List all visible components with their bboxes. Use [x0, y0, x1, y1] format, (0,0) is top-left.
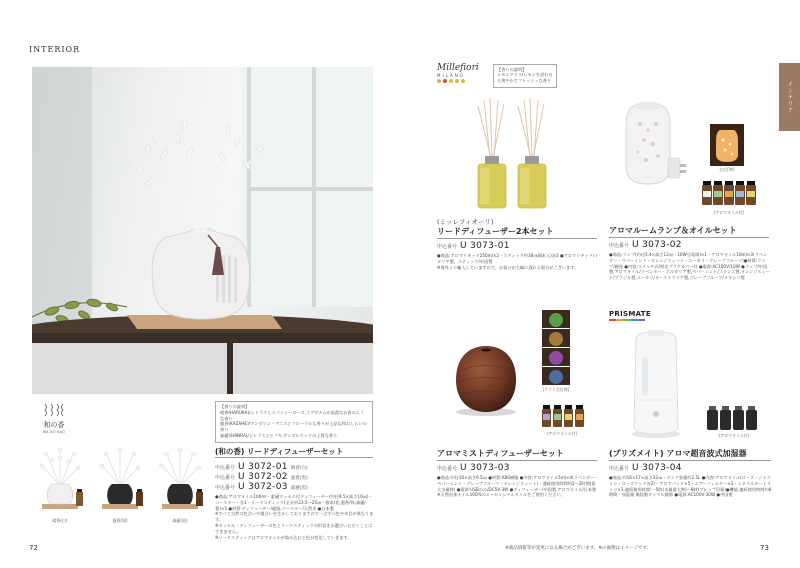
product-desc: ※タッセル・ディフューザーの色とリードスティックの形状をお選びいただくことはできません。 [215, 522, 373, 534]
side-tab [779, 63, 800, 131]
code-row [437, 463, 599, 473]
brand-sub: MILANO [437, 73, 465, 78]
wood-grain-diffuser-illustration [446, 340, 526, 418]
code-label: 申込番号 [437, 466, 458, 472]
product-desc: ●商品:アロマリキッド250ml×2・スティック約30㎝(8本入)各2 ●アロマリキッド/イタリア製、スティック/中国製 [437, 253, 599, 264]
reed-diffuser-bottles-illustration [470, 98, 560, 212]
variant-thumbnails [34, 444, 212, 530]
product-name-sub: (ミッレフィオーリ) [437, 218, 494, 226]
brand-stripe-icon [609, 319, 645, 321]
product-name: (プリズメイト) アロマ超音波式加湿器 [609, 449, 747, 458]
page-number-right: 73 [760, 544, 769, 552]
code-label: 申込番号 [215, 485, 236, 491]
code-label: 申込番号 [609, 466, 630, 472]
product-desc: ※天然由来オイル100%のエッセンシャルオイルをご使用ください。 [437, 492, 565, 498]
brand-dots-icon [437, 79, 491, 83]
product-name: アロマルームランプ＆オイルセット [609, 226, 737, 235]
thumb-label: 風香(黒) [112, 518, 128, 523]
scent-line: 森麗(SHINRA)/シトラスとヒノキ,サンダルウッドの上質な香り [220, 432, 338, 438]
caption-oil: (アロマオイル付) [546, 431, 578, 436]
code-variant: 森麗(黒) [290, 486, 308, 491]
product-code: U 3073-01 [460, 241, 510, 251]
light-color-variations [542, 310, 570, 386]
code-row [215, 482, 375, 492]
code-label: 申込番号 [609, 243, 630, 249]
diffuser-scene-illustration [32, 67, 373, 394]
product-desc: ●商品:約径10×高さ9.5㎝ ●材質:ABS樹脂 ●内容:アロマオイル5ml×4(ラベンダー・ペパーミント・グレープフルーツ・オレンジスィート)・連続使用時間約2〜2時間(最大水量時) ●電源:USBのみ/DC5V-3W ●ディフューザー/中国製,アロマオイル/日本製 [437, 475, 599, 492]
product-info-aroma-lamp [609, 225, 771, 281]
prismate-logo [609, 310, 651, 321]
scent-box-title: 【香りの説明】 [220, 404, 250, 409]
brand-roman: WA NO KAO [42, 430, 66, 434]
code-label: 申込番号 [437, 244, 458, 250]
code-variant: 風香(黒) [290, 476, 308, 481]
product-info-millefiori [437, 217, 599, 270]
code-row [609, 240, 771, 250]
brand-name: PRISMATE [609, 310, 651, 318]
product-desc: ※すべて自然の色合いや風合いを生かしておりますので一点ずつ色や木目が異なります。 [215, 511, 374, 523]
caption-lit: (ライト点灯時) [542, 387, 570, 392]
aroma-oil-bottles-illustration [700, 177, 758, 209]
code-variant: 晴香(白) [290, 466, 308, 471]
product-code: U 3073-04 [632, 463, 682, 473]
product-code: U 3072-01 [238, 462, 288, 472]
product-desc: ●商品:アロマオイル100ml・素磁タッセル付ディフューザー(約径9.5×高さ10㎝)・コースター・各1・リードスティック(全長約23.5〜25㎝・数本/花,風香/筒,森麗/葉)×5 ●材質:ディフューザー/磁器,コースター/天然木 ●日本製 [215, 494, 373, 511]
brand-script: 和の香 [43, 421, 65, 429]
wave-mark-icon [43, 403, 65, 417]
product-desc: ●商品:約16×17×高さ32㎝・タンク容量約2.5L ●内容:アロマオイル(ローズ・ジャスミン・ローズウッド各2)・アロマパッド×5・エアーフィルター×3・ミネラルカートリッジ×1,連続使用時間:〜5時(水量最大時)〜8時(ブレップ吊量)●機能:連続使用時間約8時間・加湿量 無段階ダイヤル調節 ●電源:AC100V-30W ●中国製 [609, 475, 772, 498]
page-number-left: 72 [29, 544, 38, 552]
humidifier-illustration [628, 330, 684, 440]
side-tab-label: インテリア [786, 80, 793, 114]
variant-thumbnails-illustration [34, 444, 212, 520]
code-label: 申込番号 [215, 465, 236, 471]
code-row [215, 472, 375, 482]
caption-oil: (アロマオイル付) [718, 433, 750, 438]
product-desc: ※リードスティックはアロマオイルが染み込むと色が変化していきます。 [215, 534, 352, 540]
aroma-oil-bottles-illustration [705, 404, 763, 432]
scent-description-box [215, 401, 373, 443]
code-label: 申込番号 [215, 475, 236, 481]
product-info-wanokao [215, 446, 375, 540]
code-row [609, 463, 773, 473]
product-code: U 3072-02 [238, 472, 288, 482]
caption-oil: (アロマオイル付) [713, 210, 745, 215]
product-info-mist-diffuser [437, 448, 599, 498]
product-name: リードディフューザー2本セット [437, 227, 554, 236]
scent-text: レモングラス/レモンを思わせる爽やかでフレッシュな香り [497, 72, 553, 84]
thumb-label: 晴香(白) [52, 518, 68, 523]
footer-note: ※商品情報等が変更になる場合がございます。※の画像はイメージです。 [505, 546, 652, 551]
product-info-humidifier [609, 448, 773, 498]
scent-line: 晴香(HARUKA)/シトラスとスパイシーローズ,ラブダナムが高貴なお香のような香り [220, 409, 365, 421]
product-name: アロマミストディフューザーセット [437, 449, 564, 458]
main-photo [32, 67, 373, 394]
product-desc: ※海外より輸入していますので、お届けが大幅に遅れる場合がございます。 [437, 264, 579, 270]
product-code: U 3072-03 [238, 482, 288, 492]
millefiori-logo [437, 63, 491, 83]
aroma-oil-bottles-illustration [540, 401, 586, 429]
scent-line: 風香(KAZAHE)/マンダリン・アニスとフローラルな香りが上品な和おしらいの香り [220, 421, 367, 433]
product-name: (和の香) リードディフューザーセット [215, 447, 344, 456]
scent-box-title: 【香りの説明】 [497, 66, 527, 72]
caption-lit: (点灯時) [719, 167, 735, 172]
product-desc: ●商品:ランプ(約径5.4×高さ12㎝・10W豆電球)×1・アロマオイル10ml×3(ラベンダー・ペパーミント・オレンジスィート・ユーカリ・グレープフルーツ)●材質:ランプ/磁器 ●内容:スイッチ式/照光プラグカバー付 ●電源:AC100V/10W ●ランプ/中国製,アロマオイル/ラベンダー・ブルガリア製,ペパーミント/フランス製,オレンジスィート/ブラジル製,ユーカリ/オーストラリア製,グレープフルーツ/メキシコ製 [609, 252, 770, 281]
wanokao-logo [40, 402, 68, 436]
lamp-lit-photo [710, 124, 744, 166]
aroma-lamp-illustration [618, 96, 692, 196]
brand-name: Millefiori [437, 63, 479, 73]
scent-description-box [493, 64, 557, 88]
thumb-label: 森麗(黒) [172, 518, 188, 523]
code-row [437, 241, 599, 251]
code-row [215, 462, 375, 472]
product-code: U 3073-03 [460, 463, 510, 473]
product-code: U 3073-02 [632, 240, 682, 250]
section-header: INTERIOR [29, 45, 81, 54]
